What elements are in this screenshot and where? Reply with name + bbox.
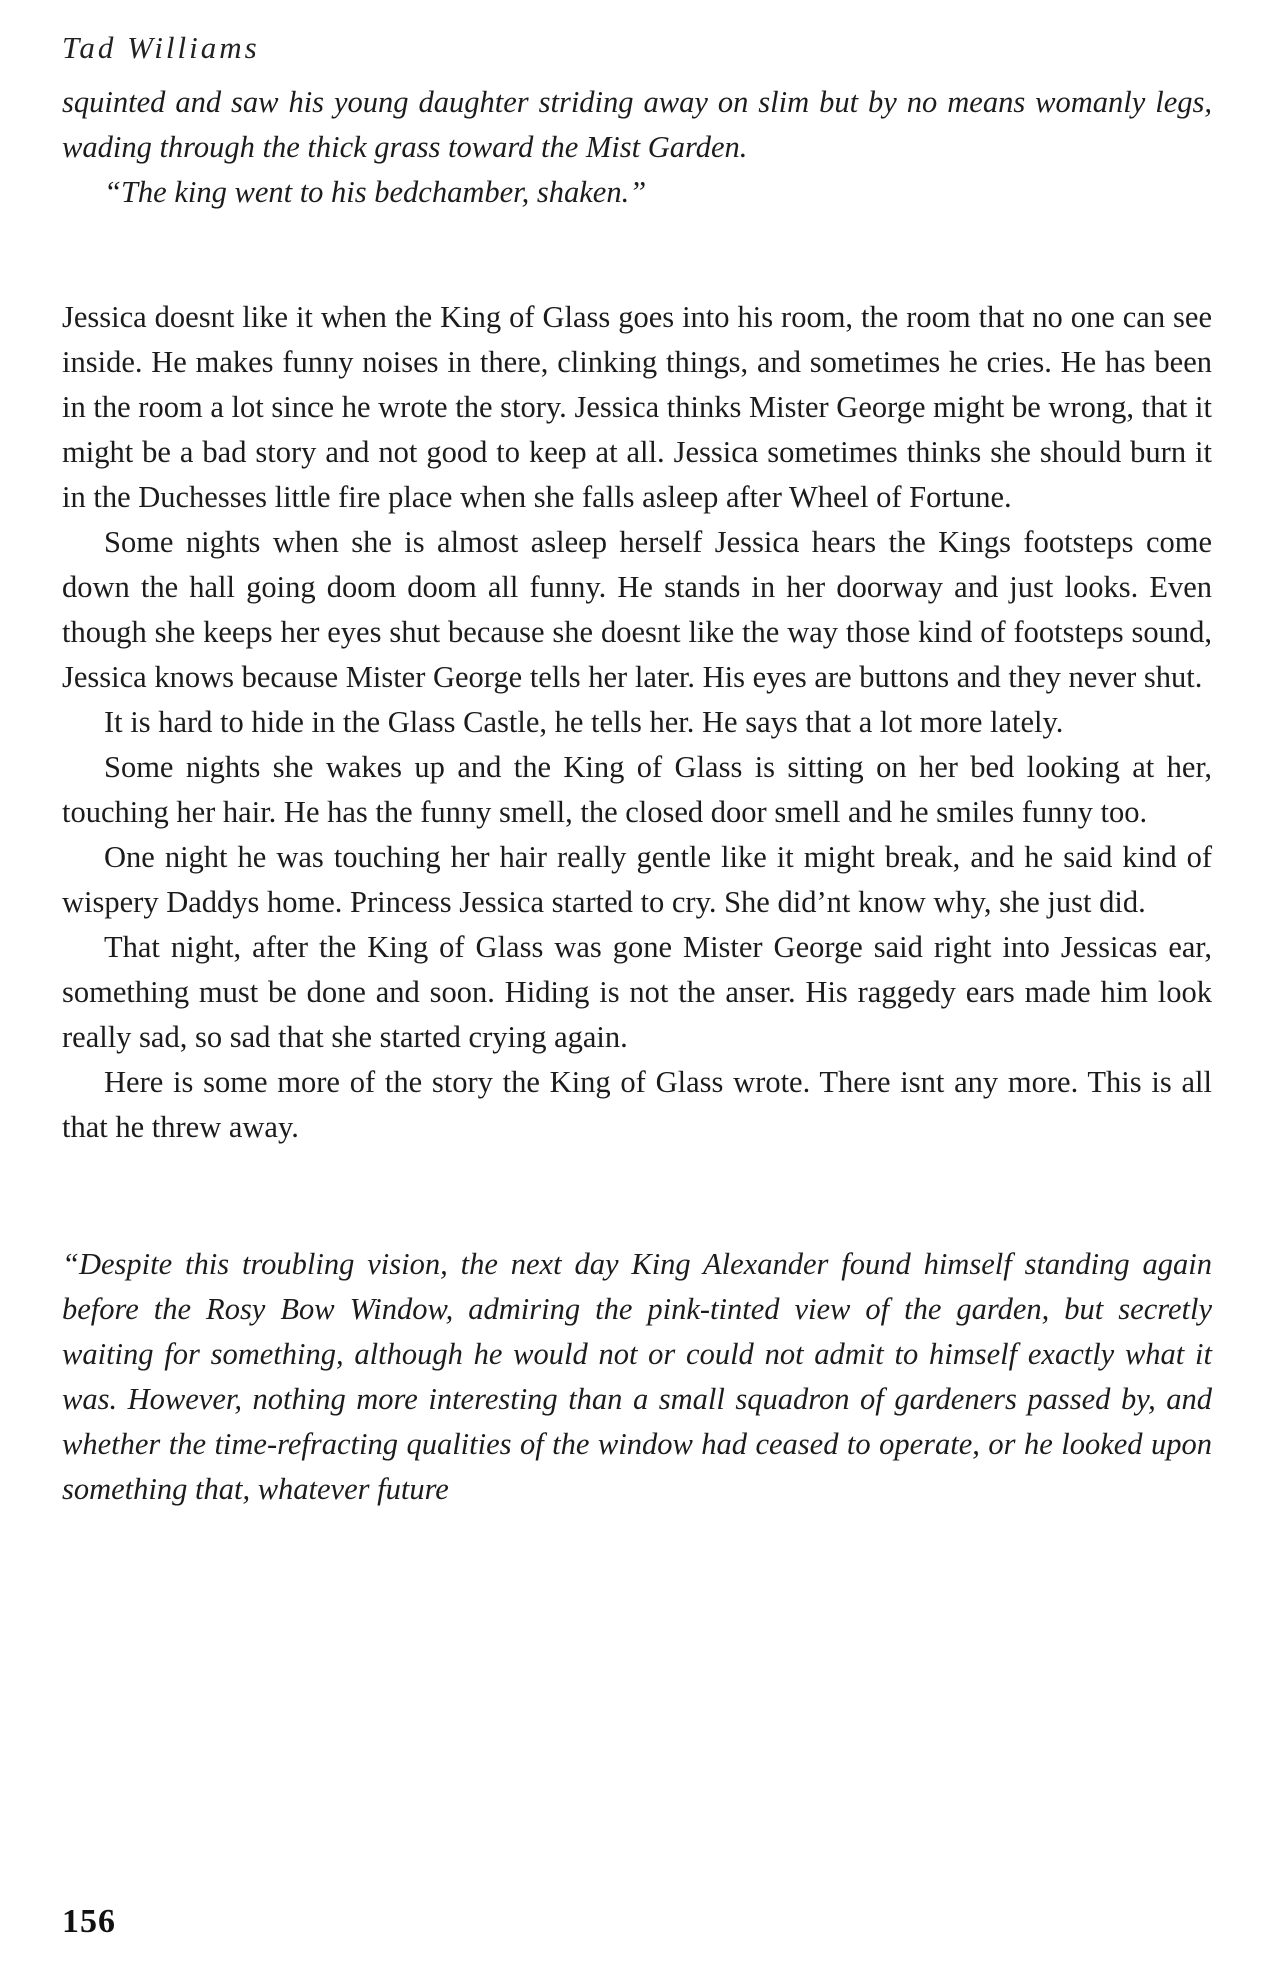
excerpt-paragraph: “The king went to his bedchamber, shaken.” <box>104 175 647 209</box>
excerpt-paragraph: squinted and saw his young daughter striding away on slim but by no means womanly legs, wading through the thick grass toward the Mist Garden. <box>62 85 1212 164</box>
body-paragraph: Some nights when she is almost asleep herself Jessica hears the Kings footsteps come down the hall going doom doom all funny. He stands in her doorway and just looks. Even though she keeps her eyes shut because she doesnt like the way those kind of footsteps sound, Jessica knows because Mister George tells her later. His eyes are buttons and they never shut. <box>62 525 1212 694</box>
book-page <box>62 30 1212 1512</box>
body-paragraph: Here is some more of the story the King of Glass wrote. There isnt any more. This is all that he threw away. <box>62 1065 1212 1144</box>
body-paragraph: That night, after the King of Glass was gone Mister George said right into Jessicas ear, something must be done and soon. Hiding is not the anser. His raggedy ears made him look really sad, so sad that she started crying again. <box>62 930 1212 1054</box>
body-paragraph: One night he was touching her hair really gentle like it might break, and he said kind of wispery Daddys home. Princess Jessica started to cry. She did’nt know why, she just did. <box>62 840 1212 919</box>
section-break <box>62 1150 1212 1242</box>
body-paragraph: Jessica doesnt like it when the King of Glass goes into his room, the room that no one can see inside. He makes funny noises in there, clinking things, and sometimes he cries. He has been in the room a lot since he wrote the story. Jessica thinks Mister George might be wrong, that it might be a bad story and not good to keep at all. Jessica sometimes thinks she should burn it in the Duchesses little fire place when she falls asleep after Wheel of Fortune. <box>62 300 1212 514</box>
body-paragraph: It is hard to hide in the Glass Castle, he tells her. He says that a lot more lately. <box>104 705 1064 739</box>
running-head: Tad Williams <box>62 30 260 65</box>
section-break <box>62 215 1212 295</box>
body-paragraph: Some nights she wakes up and the King of Glass is sitting on her bed looking at her, touching her hair. He has the funny smell, the closed door smell and he smiles funny too. <box>62 750 1212 829</box>
page-number: 156 <box>62 1903 116 1940</box>
excerpt-paragraph: “Despite this troubling vision, the next day King Alexander found himself standing again before the Rosy Bow Window, admiring the pink-tinted view of the garden, but secretly waiting for something, although he would not or could not admit to himself exactly what it was. However, nothing more interesting than a small squadron of gardeners passed by, and whether the time-refracting qualities of the window had ceased to operate, or he looked upon something that, whatever future <box>62 1247 1212 1506</box>
